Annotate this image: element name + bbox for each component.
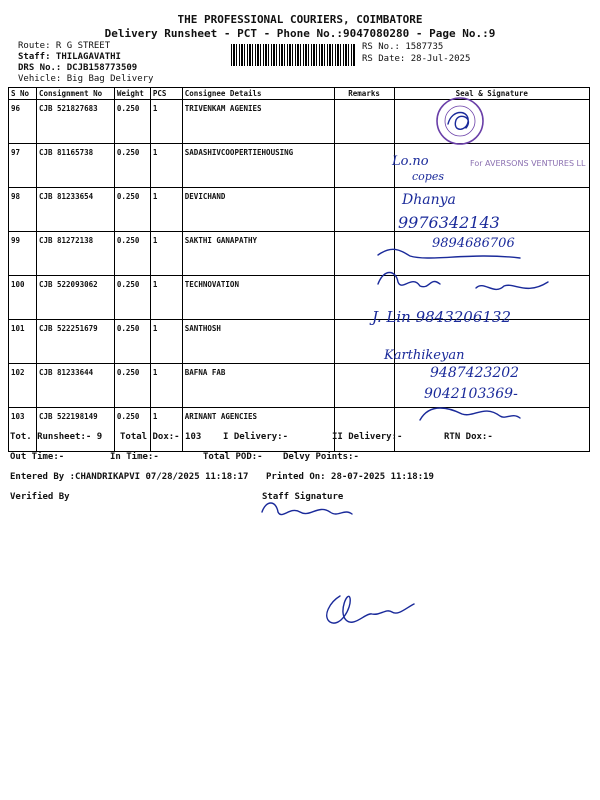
- rs-number: RS No.: 1587735: [362, 42, 444, 52]
- company-seal-icon: [437, 98, 483, 144]
- col-sno: S No: [9, 88, 37, 100]
- cell-sno: 97: [9, 144, 37, 188]
- cell-consignee: ARINANT AGENCIES: [182, 408, 334, 452]
- cell-consignee: DEVICHAND: [182, 188, 334, 232]
- cell-weight: 0.250: [114, 364, 150, 408]
- route-label: Route: R G STREET: [18, 41, 111, 51]
- company-title: THE PROFESSIONAL COURIERS, COIMBATORE: [177, 13, 423, 26]
- col-pcs: PCS: [150, 88, 182, 100]
- cell-weight: 0.250: [114, 408, 150, 452]
- staff-signature-mark: [262, 503, 352, 515]
- handwriting-102a: Karthikeyan: [384, 348, 465, 363]
- vehicle-label: Vehicle: Big Bag Delivery: [18, 74, 154, 84]
- cell-pcs: 1: [150, 276, 182, 320]
- cell-pcs: 1: [150, 232, 182, 276]
- col-seal-signature: Seal & Signature: [394, 88, 589, 100]
- cell-consignee: SAKTHI GANAPATHY: [182, 232, 334, 276]
- total-runsheet: Tot. Runsheet:- 9: [10, 432, 103, 442]
- cell-sno: 101: [9, 320, 37, 364]
- handwriting-99a: 9976342143: [398, 213, 500, 232]
- rtn-dox: RTN Dox:-: [444, 432, 493, 442]
- cell-consignee: BAFNA FAB: [182, 364, 334, 408]
- entered-by: Entered By :CHANDRIKAPVI 07/28/2025 11:18:17: [10, 472, 249, 482]
- cell-consignment: CJB 522093062: [36, 276, 114, 320]
- in-time: In Time:-: [110, 452, 159, 462]
- cell-consignment: CJB 81233654: [36, 188, 114, 232]
- col-consignee: Consignee Details: [182, 88, 334, 100]
- cell-consignment: CJB 81272138: [36, 232, 114, 276]
- cell-pcs: 1: [150, 320, 182, 364]
- cell-pcs: 1: [150, 364, 182, 408]
- cell-consignment: CJB 522198149: [36, 408, 114, 452]
- handwriting-99b: 9894686706: [432, 236, 515, 251]
- handwriting-97b: copes: [412, 170, 444, 183]
- handwriting-98: Dhanya: [402, 192, 456, 208]
- cell-consignee: TRIVENKAM AGENIES: [182, 100, 334, 144]
- drs-number: DRS No.: DCJB158773509: [18, 63, 138, 73]
- cell-sno: 100: [9, 276, 37, 320]
- handwriting-103: 9042103369-: [424, 386, 518, 402]
- cell-consignment: CJB 522251679: [36, 320, 114, 364]
- cell-weight: 0.250: [114, 100, 150, 144]
- cell-sno: 102: [9, 364, 37, 408]
- runsheet-subtitle: Delivery Runsheet - PCT - Phone No.:9047080280 - Page No.:9: [104, 27, 496, 40]
- handwriting-102b: 9487423202: [430, 365, 520, 381]
- total-dox: Total Dox:- 103: [120, 432, 202, 442]
- cell-sno: 96: [9, 100, 37, 144]
- col-weight: Weight: [114, 88, 150, 100]
- out-time: Out Time:-: [10, 452, 65, 462]
- cell-pcs: 1: [150, 188, 182, 232]
- cell-sno: 98: [9, 188, 37, 232]
- handwriting-101: J. Lin 9843206132: [372, 308, 512, 326]
- staff-signature-label: Staff Signature: [262, 492, 344, 502]
- cell-weight: 0.250: [114, 276, 150, 320]
- cell-sno: 99: [9, 232, 37, 276]
- col-remarks: Remarks: [334, 88, 394, 100]
- cell-pcs: 1: [150, 100, 182, 144]
- delvy-points: Delvy Points:-: [283, 452, 359, 462]
- cell-consignment: CJB 521827683: [36, 100, 114, 144]
- i-delivery: I Delivery:-: [223, 432, 289, 442]
- cell-consignee: SANTHOSH: [182, 320, 334, 364]
- cell-consignee: TECHNOVATION: [182, 276, 334, 320]
- verifier-signature-mark: [327, 596, 414, 623]
- handwriting-97a: Lo.no: [392, 154, 429, 169]
- cell-weight: 0.250: [114, 188, 150, 232]
- cell-weight: 0.250: [114, 320, 150, 364]
- signature-row-100: [378, 273, 548, 290]
- rs-date: RS Date: 28-Jul-2025: [362, 54, 471, 64]
- cell-weight: 0.250: [114, 232, 150, 276]
- cell-consignment: CJB 81233644: [36, 364, 114, 408]
- col-consignment: Consignment No: [36, 88, 114, 100]
- cell-pcs: 1: [150, 408, 182, 452]
- staff-label: Staff: THILAGAVATHI: [18, 52, 121, 62]
- total-pod: Total POD:-: [203, 452, 263, 462]
- printed-on: Printed On: 28-07-2025 11:18:19: [266, 472, 434, 482]
- cell-pcs: 1: [150, 144, 182, 188]
- verified-by: Verified By: [10, 492, 70, 502]
- cell-consignee: SADASHIVCOOPERTIEHOUSING: [182, 144, 334, 188]
- signature-row-103: [420, 408, 520, 420]
- cell-weight: 0.250: [114, 144, 150, 188]
- stamp-97: For AVERSONS VENTURES LL: [470, 159, 586, 168]
- cell-sno: 103: [9, 408, 37, 452]
- cell-consignment: CJB 81165738: [36, 144, 114, 188]
- signature-row-96: [448, 113, 468, 130]
- ii-delivery: II Delivery:-: [332, 432, 403, 442]
